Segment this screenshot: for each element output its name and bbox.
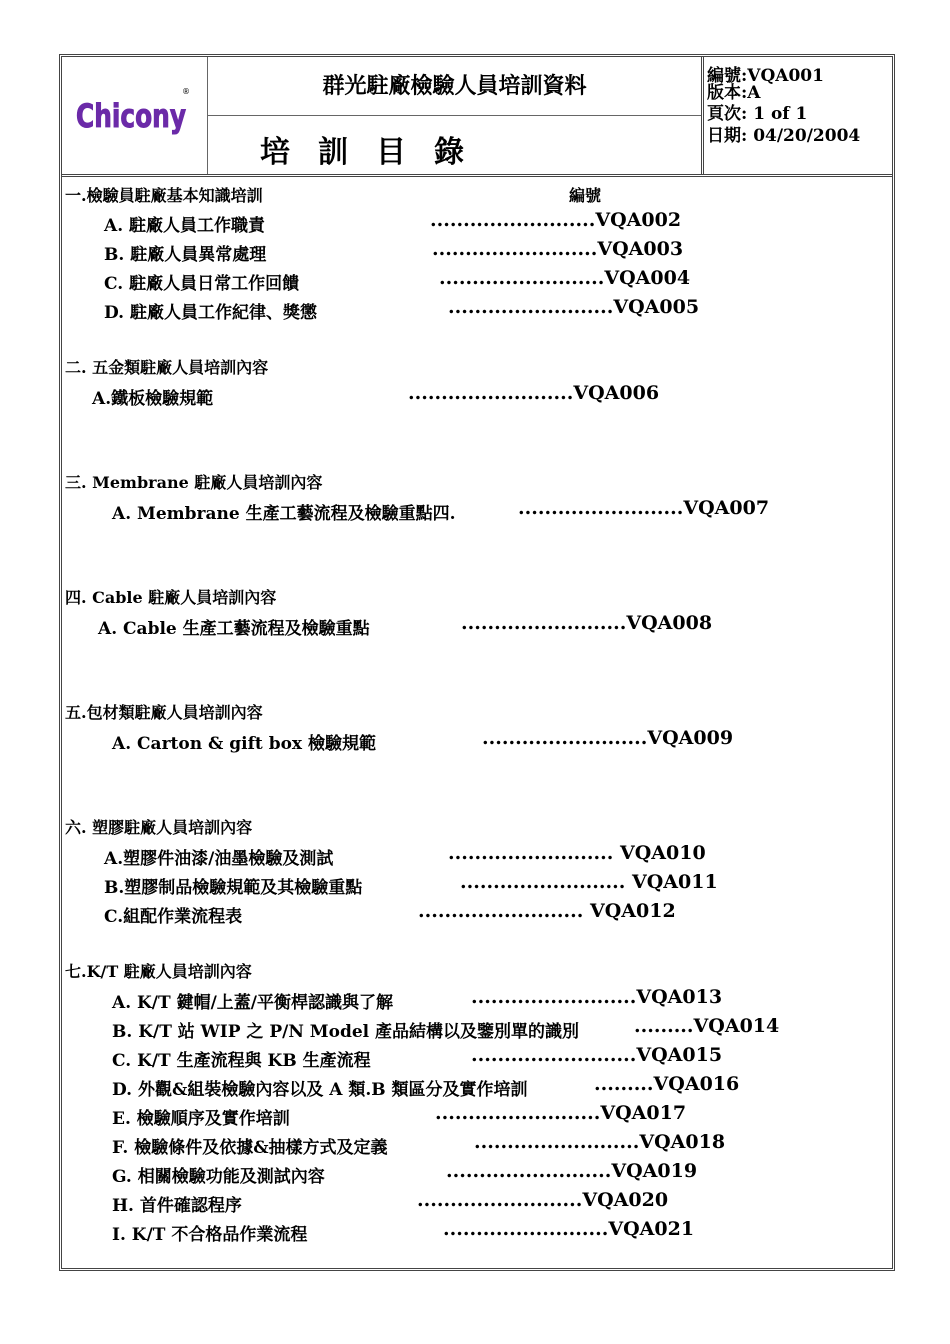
toc-item-label: A. K/T 鍵帽/上蓋/平衡桿認識與了解 — [112, 993, 393, 1013]
toc-item-label: A. Membrane 生產工藝流程及檢驗重點四. — [112, 504, 456, 524]
toc-item-code: .........................VQA002 — [430, 209, 682, 231]
section-title: 四. Cable 駐廠人員培訓內容 — [65, 588, 277, 607]
toc-item-label: A.鐵板檢驗規範 — [92, 389, 214, 409]
toc-item-label: B. 駐廠人員異常處理 — [104, 245, 267, 265]
toc-item-code: .........................VQA003 — [432, 238, 684, 260]
toc-item-label: A.塑膠件油漆/油墨檢驗及測試 — [104, 849, 334, 869]
chicony-logo — [76, 93, 188, 137]
document-frame — [59, 54, 895, 1271]
toc-item-label: F. 檢驗條件及依據&抽樣方式及定義 — [112, 1138, 388, 1158]
toc-item-code: .........................VQA021 — [443, 1218, 695, 1240]
toc-item-label: H. 首件確認程序 — [112, 1196, 242, 1216]
toc-item-code: ......................... VQA012 — [418, 900, 676, 922]
toc-item-label: A. Carton & gift box 檢驗規範 — [112, 734, 376, 754]
toc-item-code: .........................VQA018 — [474, 1131, 726, 1153]
toc-item-code: .........................VQA006 — [408, 382, 660, 404]
toc-item-code: .........................VQA009 — [482, 727, 734, 749]
toc-item-code: .........................VQA015 — [471, 1044, 723, 1066]
registered-mark: ® — [182, 87, 190, 96]
logo-text: Chicony — [76, 97, 187, 135]
toc-item-label: C. 駐廠人員日常工作回饋 — [104, 274, 300, 294]
toc-item-code: .........................VQA008 — [461, 612, 713, 634]
toc-item-label: E. 檢驗順序及實作培訓 — [112, 1109, 290, 1129]
title-cell — [208, 57, 704, 174]
toc-item-label: C. K/T 生產流程與 KB 生產流程 — [112, 1051, 371, 1071]
doc-date: 日期: 04/20/2004 — [707, 126, 861, 146]
section-title: 一.檢驗員駐廠基本知識培訓 — [65, 186, 263, 205]
toc-item-code: .........................VQA020 — [417, 1189, 669, 1211]
toc-item-label: G. 相關檢驗功能及測試內容 — [112, 1167, 325, 1187]
doc-version: 版本:A — [707, 83, 761, 103]
toc-item-label: I. K/T 不合格品作業流程 — [112, 1225, 308, 1245]
document-header — [62, 57, 892, 177]
toc-item-label: D. 外觀&組裝檢驗內容以及 A 類.B 類區分及實作培訓 — [112, 1080, 528, 1100]
toc-item-label: B.塑膠制品檢驗規範及其檢驗重點 — [104, 878, 363, 898]
toc-item-label: D. 駐廠人員工作紀律、獎懲 — [104, 303, 317, 323]
code-column-header: 編號 — [569, 186, 602, 205]
toc-item-code: .........................VQA013 — [471, 986, 723, 1008]
toc-item-label: B. K/T 站 WIP 之 P/N Model 產品結構以及鑒別單的識別 — [112, 1022, 580, 1042]
doc-number: 編號:VQA001 — [707, 66, 824, 86]
toc-item-code: .........VQA016 — [594, 1073, 740, 1095]
toc-item-code: .........................VQA005 — [448, 296, 700, 318]
meta-cell — [707, 65, 892, 147]
toc-item-code: .........VQA014 — [634, 1015, 780, 1037]
doc-page: 頁次: 1 of 1 — [707, 104, 808, 124]
section-title: 二. 五金類駐廠人員培訓內容 — [65, 358, 269, 377]
logo-cell — [62, 57, 208, 174]
section-title: 七.K/T 駐廠人員培訓內容 — [65, 962, 252, 981]
document-subtitle: 培訓目錄 — [260, 135, 492, 170]
toc-item-code: .........................VQA007 — [518, 497, 770, 519]
toc-item-code: .........................VQA017 — [435, 1102, 687, 1124]
section-title: 五.包材類駐廠人員培訓內容 — [65, 703, 263, 722]
toc-item-label: A. Cable 生產工藝流程及檢驗重點 — [98, 619, 370, 639]
document-title: 群光駐廠檢驗人員培訓資料 — [322, 73, 587, 99]
toc-item-code: ......................... VQA010 — [448, 842, 706, 864]
toc-item-label: C.組配作業流程表 — [104, 907, 243, 927]
section-title: 三. Membrane 駐廠人員培訓內容 — [65, 473, 323, 492]
toc-item-code: .........................VQA019 — [446, 1160, 698, 1182]
section-title: 六. 塑膠駐廠人員培訓內容 — [65, 818, 253, 837]
title-divider — [208, 115, 701, 116]
toc-item-code: ......................... VQA011 — [460, 871, 718, 893]
toc-item-label: A. 駐廠人員工作職責 — [104, 216, 266, 236]
toc-item-code: .........................VQA004 — [439, 267, 691, 289]
